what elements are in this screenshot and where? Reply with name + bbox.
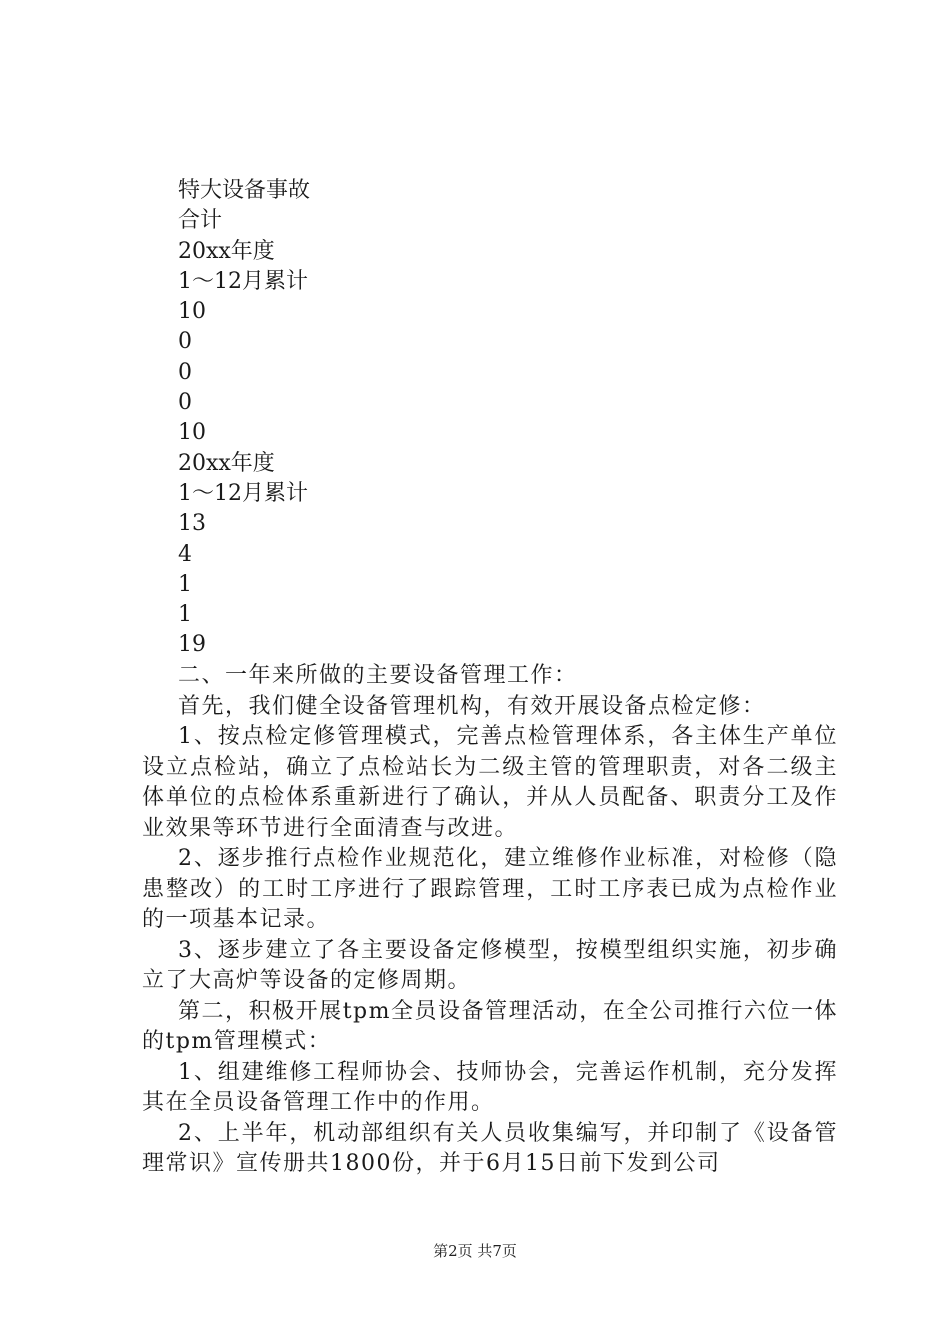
list-item: 0 bbox=[178, 359, 192, 385]
list-item: 10 bbox=[178, 420, 206, 446]
list-item: 20xx年度 bbox=[178, 450, 275, 476]
paragraph: 3、逐步建立了各主要设备定修模型，按模型组织实施，初步确立了大高炉等设备的定修周期。 bbox=[142, 937, 838, 993]
list-item: 20xx年度 bbox=[178, 238, 275, 264]
list-item: 4 bbox=[178, 541, 192, 567]
list-item: 0 bbox=[178, 390, 192, 416]
list-item: 13 bbox=[178, 511, 206, 537]
table-value-list bbox=[178, 176, 858, 661]
section-heading: 二、一年来所做的主要设备管理工作： bbox=[178, 663, 578, 688]
list-item: 10 bbox=[178, 299, 206, 325]
paragraph: 1、按点检定修管理模式，完善点检管理体系，各主体生产单位设立点检站，确立了点检站长为二级主管的管理职责，对各二级主体单位的点检体系重新进行了确认，并从人员配备、职责分工及作业效果等环节进行全面清查与改进。 bbox=[142, 724, 838, 841]
page-footer: 第2页 共7页 bbox=[433, 1242, 517, 1260]
paragraph: 2、逐步推行点检作业规范化，建立维修作业标准，对检修（隐患整改）的工时工序进行了跟踪管理，工时工序表已成为点检作业的一项基本记录。 bbox=[142, 846, 838, 932]
list-item: 0 bbox=[178, 329, 192, 355]
body-text bbox=[142, 661, 838, 1180]
paragraph: 首先，我们健全设备管理机构，有效开展设备点检定修： bbox=[178, 693, 766, 719]
list-item: 特大设备事故 bbox=[178, 178, 311, 203]
paragraph: 1、组建维修工程师协会、技师协会，完善运作机制，充分发挥其在全员设备管理工作中的作用。 bbox=[142, 1059, 838, 1115]
list-item: 1～12月累计 bbox=[178, 268, 308, 294]
paragraph: 第二，积极开展tpm全员设备管理活动，在全公司推行六位一体的tpm管理模式： bbox=[142, 998, 838, 1054]
paragraph: 2、上半年，机动部组织有关人员收集编写，并印制了《设备管理常识》宣传册共1800份，并于6月15日前下发到公司 bbox=[142, 1120, 838, 1176]
list-item: 1 bbox=[178, 602, 192, 628]
list-item: 1 bbox=[178, 571, 192, 597]
list-item: 1～12月累计 bbox=[178, 480, 308, 506]
list-item: 合计 bbox=[178, 208, 223, 234]
list-item: 19 bbox=[178, 632, 206, 658]
